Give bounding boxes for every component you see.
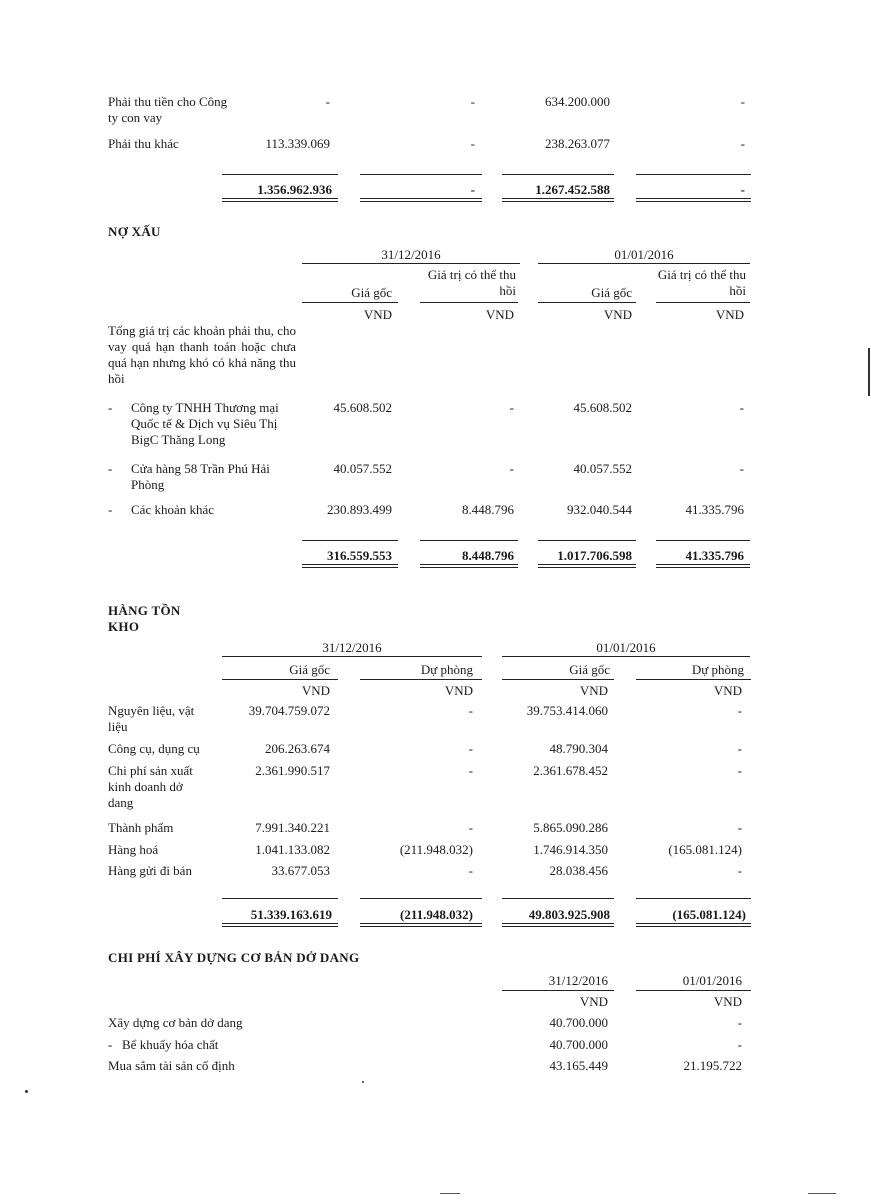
cell-value: 21.195.722 <box>683 1058 742 1073</box>
divider <box>222 898 338 899</box>
period-header: 31/12/2016 <box>322 640 382 655</box>
cell-value: - <box>737 1015 742 1030</box>
cell-value: 206.263.674 <box>265 741 330 756</box>
row-label: Chi phí sản xuất kinh doanh dở dang <box>108 763 193 810</box>
row-label: Phải thu khác <box>108 136 179 151</box>
divider <box>656 302 750 303</box>
unit-label: VND <box>301 683 330 698</box>
cell-value: 113.339.069 <box>265 136 330 151</box>
double-underline <box>222 198 338 202</box>
divider <box>222 679 338 680</box>
double-underline <box>636 923 751 927</box>
scan-line <box>808 1193 836 1194</box>
divider <box>636 679 751 680</box>
double-underline <box>360 923 482 927</box>
cell-value: 40.057.552 <box>573 461 632 476</box>
row-label: Cửa hàng 58 Trần Phú Hải Phòng <box>131 461 270 492</box>
cell-value: 40.700.000 <box>549 1015 608 1030</box>
cell-value: - <box>468 863 473 878</box>
row-label: Xây dựng cơ bản dở dang <box>108 1015 243 1030</box>
cell-value: - <box>470 94 475 109</box>
bullet: - <box>108 461 113 476</box>
divider <box>302 302 398 303</box>
row-label: Nguyên liệu, vật liệu <box>108 703 195 734</box>
total-value: 1.017.706.598 <box>557 548 632 563</box>
total-value: 51.339.163.619 <box>250 907 332 922</box>
divider <box>538 302 636 303</box>
divider <box>636 990 751 991</box>
cell-value: 48.790.304 <box>549 741 608 756</box>
total-value: 8.448.796 <box>462 548 514 563</box>
cell-value: 33.677.053 <box>271 863 330 878</box>
cell-value: (211.948.032) <box>399 842 473 857</box>
divider <box>420 540 518 541</box>
column-header: Dự phòng <box>691 662 744 677</box>
row-label: Hàng hoá <box>108 842 159 857</box>
bullet: - <box>108 1037 113 1052</box>
period-header: 01/01/2016 <box>596 640 656 655</box>
section-title: HÀNG TỒN <box>108 603 181 618</box>
double-underline <box>502 923 614 927</box>
divider <box>502 174 614 175</box>
cell-value: - <box>740 136 745 151</box>
divider <box>636 898 751 899</box>
cell-value: - <box>737 1037 742 1052</box>
row-label: Bể khuấy hóa chất <box>122 1037 219 1052</box>
cell-value: 41.335.796 <box>685 502 744 517</box>
cell-value: 634.200.000 <box>545 94 610 109</box>
unit-label: VND <box>579 994 608 1009</box>
column-header: Giá gốc <box>569 662 610 677</box>
divider <box>502 679 614 680</box>
cell-value: 1.746.914.350 <box>533 842 608 857</box>
unit-label: VND <box>579 683 608 698</box>
cell-value: - <box>470 136 475 151</box>
scan-line <box>440 1193 460 1194</box>
cell-value: 40.700.000 <box>549 1037 608 1052</box>
cell-value: 2.361.990.517 <box>255 763 330 778</box>
divider <box>302 263 520 264</box>
divider <box>360 898 482 899</box>
cell-value: 8.448.796 <box>462 502 514 517</box>
cell-value: 932.040.544 <box>567 502 632 517</box>
intro-text: Tổng giá trị các khoản phải thu, cho vay quá hạn thanh toán hoặc chưa quá hạn nhưng khó có khả năng thu hồi <box>108 323 296 386</box>
column-header: Dự phòng <box>420 662 473 677</box>
divider <box>222 656 482 657</box>
cell-value: - <box>737 741 742 756</box>
cell-value: 28.038.456 <box>549 863 608 878</box>
section-title: CHI PHÍ XÂY DỰNG CƠ BẢN DỞ DANG <box>108 950 360 965</box>
period-header: 01/01/2016 <box>614 247 674 262</box>
divider <box>360 174 482 175</box>
cell-value: - <box>739 400 744 415</box>
total-value: (211.948.032) <box>400 907 473 922</box>
double-underline <box>636 198 751 202</box>
cell-value: - <box>468 703 473 718</box>
double-underline <box>538 564 636 568</box>
row-label: Mua sắm tài sản cố định <box>108 1058 235 1073</box>
total-value: 1.356.962.936 <box>257 182 332 197</box>
cell-value: 45.608.502 <box>333 400 392 415</box>
double-underline <box>502 198 614 202</box>
period-header: 01/01/2016 <box>682 973 742 988</box>
cell-value: - <box>737 820 742 835</box>
divider <box>636 174 751 175</box>
double-underline <box>420 564 518 568</box>
cell-value: - <box>509 461 514 476</box>
cell-value: - <box>468 820 473 835</box>
row-label: Các khoản khác <box>131 502 215 517</box>
unit-label: VND <box>713 994 742 1009</box>
period-header: 31/12/2016 <box>381 247 441 262</box>
unit-label: VND <box>444 683 473 698</box>
cell-value: (165.081.124) <box>668 842 742 857</box>
cell-value: 238.263.077 <box>545 136 610 151</box>
row-label: Công cụ, dụng cụ <box>108 741 200 756</box>
cell-value: 2.361.678.452 <box>533 763 608 778</box>
cell-value: - <box>325 94 330 109</box>
divider <box>656 540 750 541</box>
total-value: 41.335.796 <box>685 548 744 563</box>
scan-edge-mark <box>868 348 870 396</box>
divider <box>360 679 482 680</box>
cell-value: - <box>739 461 744 476</box>
cell-value: 5.865.090.286 <box>533 820 608 835</box>
divider <box>502 898 614 899</box>
bullet: - <box>108 502 113 517</box>
cell-value: - <box>509 400 514 415</box>
row-label: Phải thu tiền cho Công ty con vay <box>108 94 228 125</box>
row-label: Thành phẩm <box>108 820 174 835</box>
section-title: NỢ XẤU <box>108 224 161 239</box>
column-header: Giá trị có thể thu hồi <box>657 267 746 298</box>
divider <box>502 656 750 657</box>
cell-value: 7.991.340.221 <box>255 820 330 835</box>
column-header: Giá gốc <box>351 285 392 300</box>
unit-label: VND <box>715 307 744 322</box>
period-header: 31/12/2016 <box>548 973 608 988</box>
scan-dot <box>362 1081 364 1083</box>
double-underline <box>656 564 750 568</box>
cell-value: 1.041.133.082 <box>255 842 330 857</box>
unit-label: VND <box>363 307 392 322</box>
unit-label: VND <box>713 683 742 698</box>
cell-value: - <box>737 763 742 778</box>
total-value: - <box>740 182 745 197</box>
cell-value: - <box>737 703 742 718</box>
double-underline <box>302 564 398 568</box>
scan-dot <box>25 1090 28 1093</box>
section-title: KHO <box>108 619 140 634</box>
total-value: - <box>470 182 475 197</box>
row-label: Công ty TNHH Thương mại Quốc tế & Dịch vụ Siêu Thị BigC Thăng Long <box>131 400 279 447</box>
divider <box>420 302 518 303</box>
cell-value: 40.057.552 <box>333 461 392 476</box>
divider <box>538 540 636 541</box>
cell-value: 45.608.502 <box>573 400 632 415</box>
double-underline <box>360 198 482 202</box>
divider <box>222 174 338 175</box>
cell-value: 43.165.449 <box>549 1058 608 1073</box>
total-value: 316.559.553 <box>327 548 392 563</box>
column-header: Giá gốc <box>591 285 632 300</box>
bullet: - <box>108 400 113 415</box>
cell-value: - <box>468 741 473 756</box>
total-value: 49.803.925.908 <box>528 907 610 922</box>
double-underline <box>222 923 338 927</box>
column-header: Giá trị có thể thu hồi <box>427 267 516 298</box>
divider <box>302 540 398 541</box>
divider <box>538 263 750 264</box>
column-header: Giá gốc <box>289 662 330 677</box>
row-label: Hàng gửi đi bán <box>108 863 192 878</box>
cell-value: - <box>740 94 745 109</box>
cell-value: 39.753.414.060 <box>526 703 608 718</box>
cell-value: 39.704.759.072 <box>248 703 330 718</box>
cell-value: - <box>737 863 742 878</box>
total-value: 1.267.452.588 <box>535 182 610 197</box>
unit-label: VND <box>603 307 632 322</box>
cell-value: - <box>468 763 473 778</box>
unit-label: VND <box>485 307 514 322</box>
total-value: (165.081.124) <box>672 907 746 922</box>
cell-value: 230.893.499 <box>327 502 392 517</box>
divider <box>502 990 614 991</box>
